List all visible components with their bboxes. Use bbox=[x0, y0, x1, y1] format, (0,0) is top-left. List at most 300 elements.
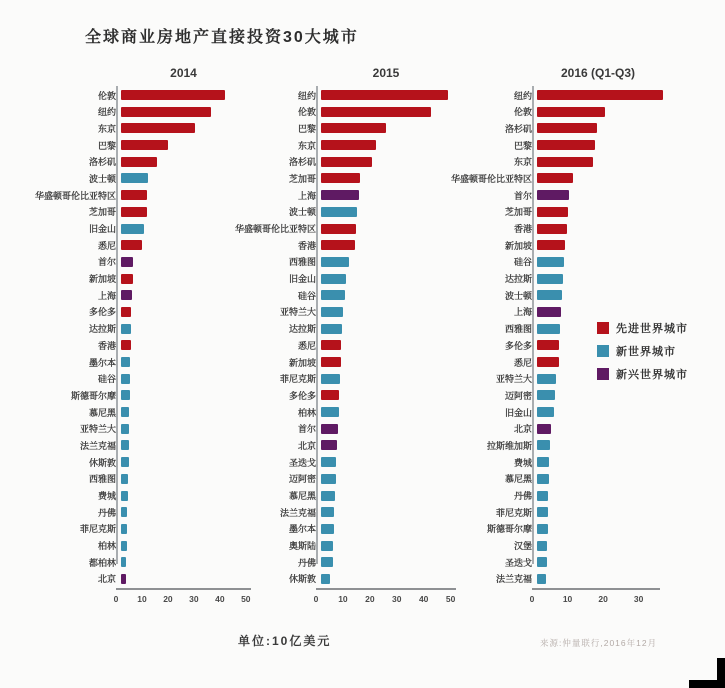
bar-label: 上海 bbox=[97, 290, 116, 301]
bar-label: 巴黎 bbox=[97, 140, 116, 151]
bar-row bbox=[424, 455, 660, 469]
legend-label-advanced: 先进世界城市 bbox=[616, 323, 688, 335]
bar bbox=[537, 173, 573, 183]
bar bbox=[121, 374, 130, 384]
x-axis-ticks bbox=[313, 590, 456, 606]
bar-row bbox=[208, 238, 456, 252]
bar-track bbox=[537, 207, 660, 217]
bar-row bbox=[208, 338, 456, 352]
bar-label: 首尔 bbox=[97, 257, 116, 268]
bar bbox=[121, 440, 129, 450]
bar-label: 柏林 bbox=[97, 541, 116, 552]
chart-2016-title: 2016 (Q1-Q3) bbox=[560, 66, 636, 80]
bar-label: 法兰克福 bbox=[495, 574, 532, 585]
x-tick-label: 20 bbox=[365, 594, 375, 604]
corner-crop-mark bbox=[717, 658, 725, 688]
bar-label: 菲尼克斯 bbox=[495, 507, 532, 518]
x-tick-label: 40 bbox=[418, 594, 429, 604]
bar bbox=[321, 240, 355, 250]
bar bbox=[121, 173, 148, 183]
bar-row bbox=[208, 188, 456, 202]
bar bbox=[537, 457, 549, 467]
bar bbox=[121, 157, 157, 167]
bar bbox=[321, 507, 334, 517]
legend-swatch-advanced-icon bbox=[597, 322, 609, 334]
bar-label: 芝加哥 bbox=[288, 173, 316, 184]
bar-row bbox=[208, 438, 456, 452]
legend-label-emerging: 新兴世界城市 bbox=[616, 369, 688, 381]
bar bbox=[537, 307, 561, 317]
bar-label: 丹佛 bbox=[97, 507, 116, 518]
bar-row bbox=[424, 171, 660, 185]
bar-label: 悉尼 bbox=[297, 340, 316, 351]
bar bbox=[121, 491, 128, 501]
bar-label: 纽约 bbox=[97, 107, 116, 118]
legend-swatch-new-icon bbox=[597, 345, 609, 357]
x-tick-label: 40 bbox=[215, 594, 225, 604]
bar-label: 慕尼黑 bbox=[504, 474, 532, 485]
bar-row bbox=[208, 255, 456, 269]
x-tick-label: 50 bbox=[241, 594, 251, 604]
bar bbox=[121, 507, 127, 517]
bar bbox=[321, 307, 343, 317]
bar-row bbox=[424, 238, 660, 252]
bar-label: 柏林 bbox=[297, 407, 316, 418]
bar-label: 多伦多 bbox=[288, 390, 316, 401]
bar-row bbox=[424, 555, 660, 569]
bar bbox=[121, 557, 126, 567]
bar bbox=[121, 290, 132, 300]
bar-track bbox=[537, 440, 660, 450]
bar-label: 芝加哥 bbox=[88, 207, 116, 218]
bar bbox=[537, 340, 559, 350]
bar bbox=[121, 407, 129, 417]
bar-label: 新加坡 bbox=[504, 240, 532, 251]
bar bbox=[321, 224, 356, 234]
bar-row bbox=[208, 155, 456, 169]
bar bbox=[537, 507, 548, 517]
bar-label: 伦敦 bbox=[513, 107, 532, 118]
x-axis-ticks bbox=[113, 590, 251, 606]
bar-row bbox=[208, 405, 456, 419]
bar-label: 首尔 bbox=[513, 190, 532, 201]
bar bbox=[537, 224, 567, 234]
bar-label: 墨尔本 bbox=[288, 524, 316, 535]
bar-label: 菲尼克斯 bbox=[79, 524, 116, 535]
bar-row bbox=[424, 472, 660, 486]
bar bbox=[537, 374, 556, 384]
bar-track bbox=[537, 274, 660, 284]
x-tick-label: 10 bbox=[562, 594, 573, 604]
bar bbox=[321, 557, 333, 567]
bar-label: 巴黎 bbox=[513, 140, 532, 151]
bar-row bbox=[208, 505, 456, 519]
bar bbox=[321, 541, 333, 551]
bar-row bbox=[208, 472, 456, 486]
bar-label: 西雅图 bbox=[288, 257, 316, 268]
bar bbox=[537, 440, 550, 450]
bar-track bbox=[537, 507, 660, 517]
bar-row bbox=[208, 422, 456, 436]
x-tick-label: 10 bbox=[137, 594, 147, 604]
bar bbox=[537, 107, 605, 117]
bar-label: 华盛顿哥伦比亚特区 bbox=[34, 190, 116, 201]
bar-label: 新加坡 bbox=[288, 357, 316, 368]
unit-note: 单位:10亿美元 bbox=[238, 634, 332, 648]
bar-label: 斯德哥尔摩 bbox=[70, 390, 116, 401]
bar-label: 新加坡 bbox=[88, 274, 116, 285]
bar bbox=[537, 524, 548, 534]
bar-label: 拉斯维加斯 bbox=[486, 440, 532, 451]
bar-label: 上海 bbox=[297, 190, 316, 201]
chart-2015 bbox=[208, 66, 456, 604]
bar bbox=[321, 190, 359, 200]
bar-track bbox=[537, 224, 660, 234]
bar bbox=[537, 324, 560, 334]
bar-label: 香港 bbox=[297, 240, 316, 251]
bar-label: 洛杉矶 bbox=[88, 157, 116, 168]
bar-label: 东京 bbox=[97, 123, 116, 134]
bar bbox=[537, 190, 569, 200]
bar-row bbox=[424, 138, 660, 152]
bar-row bbox=[424, 505, 660, 519]
chart-2015-plot bbox=[208, 86, 456, 604]
bar-label: 都柏林 bbox=[88, 557, 116, 568]
bar bbox=[121, 257, 133, 267]
bar-track bbox=[537, 157, 660, 167]
bar bbox=[321, 574, 330, 584]
bar-label: 法兰克福 bbox=[279, 507, 316, 518]
bar bbox=[121, 357, 130, 367]
bar bbox=[321, 357, 341, 367]
bar-label: 丹佛 bbox=[297, 557, 316, 568]
bar-label: 波士顿 bbox=[88, 173, 116, 184]
bar-row bbox=[424, 88, 660, 102]
bar bbox=[121, 324, 131, 334]
bar-track bbox=[537, 173, 660, 183]
bar bbox=[321, 457, 336, 467]
bar-row bbox=[424, 522, 660, 536]
bar-row bbox=[208, 322, 456, 336]
bar-row bbox=[208, 121, 456, 135]
bar-row bbox=[424, 305, 660, 319]
bar bbox=[321, 340, 341, 350]
bar-track bbox=[537, 474, 660, 484]
bar-label: 菲尼克斯 bbox=[279, 374, 316, 385]
bar-label: 达拉斯 bbox=[88, 324, 116, 335]
legend-item-advanced bbox=[597, 320, 688, 336]
bar bbox=[321, 324, 342, 334]
bar bbox=[537, 157, 593, 167]
bar-label: 巴黎 bbox=[297, 123, 316, 134]
x-tick-label: 0 bbox=[113, 594, 119, 604]
bar-label: 墨尔本 bbox=[88, 357, 116, 368]
bar bbox=[321, 123, 386, 133]
bar bbox=[537, 257, 564, 267]
bar-label: 华盛顿哥伦比亚特区 bbox=[234, 224, 316, 234]
bar-track bbox=[537, 240, 660, 250]
y-axis-line bbox=[316, 86, 318, 564]
bar-track bbox=[537, 257, 660, 267]
bar-label: 法兰克福 bbox=[79, 440, 116, 451]
bar-label: 西雅图 bbox=[504, 324, 532, 335]
bar bbox=[121, 307, 131, 317]
bar-row bbox=[424, 255, 660, 269]
x-tick-label: 20 bbox=[598, 594, 608, 604]
x-tick-label: 30 bbox=[633, 594, 644, 604]
bar-row bbox=[208, 355, 456, 369]
bar bbox=[121, 240, 142, 250]
bar-label: 悉尼 bbox=[513, 357, 532, 368]
bar-label: 达拉斯 bbox=[504, 274, 532, 285]
bar bbox=[121, 474, 128, 484]
bar bbox=[121, 524, 127, 534]
legend-label-new: 新世界城市 bbox=[616, 346, 676, 358]
bar-row bbox=[424, 539, 660, 553]
bar bbox=[121, 541, 127, 551]
bar bbox=[321, 491, 335, 501]
bar-row bbox=[208, 222, 456, 236]
bar bbox=[321, 390, 339, 400]
bar bbox=[321, 107, 431, 117]
bar bbox=[121, 224, 144, 234]
bar bbox=[537, 90, 663, 100]
bar-track bbox=[537, 390, 660, 400]
bar-label: 伦敦 bbox=[97, 90, 116, 101]
x-tick-label: 0 bbox=[529, 594, 535, 604]
bar-label: 迈阿密 bbox=[288, 474, 316, 485]
bar-track bbox=[537, 290, 660, 300]
bar-label: 香港 bbox=[97, 340, 116, 351]
bar bbox=[537, 140, 595, 150]
bar-row bbox=[424, 489, 660, 503]
x-tick-label: 30 bbox=[392, 594, 402, 604]
bar-label: 旧金山 bbox=[504, 407, 532, 418]
bar-row bbox=[424, 188, 660, 202]
legend-item-emerging bbox=[597, 366, 688, 382]
bar-track bbox=[537, 491, 660, 501]
bar-label: 费城 bbox=[513, 457, 532, 468]
x-tick-label: 10 bbox=[338, 594, 348, 604]
bar-row bbox=[208, 489, 456, 503]
bar bbox=[537, 240, 565, 250]
bar-label: 北京 bbox=[97, 574, 116, 585]
bar-row bbox=[208, 138, 456, 152]
bar-label: 东京 bbox=[513, 157, 532, 168]
bar bbox=[537, 407, 554, 417]
y-axis-line bbox=[532, 86, 534, 564]
bar-row bbox=[424, 155, 660, 169]
bar-label: 上海 bbox=[513, 307, 532, 318]
bar-label: 洛杉矶 bbox=[504, 123, 532, 134]
bar bbox=[121, 457, 129, 467]
bar-row bbox=[208, 572, 456, 586]
bar-track bbox=[537, 574, 660, 584]
bar bbox=[537, 390, 555, 400]
bar bbox=[537, 357, 559, 367]
bar-label: 旧金山 bbox=[288, 274, 316, 285]
bar-track bbox=[537, 307, 660, 317]
bar-row bbox=[424, 205, 660, 219]
bar-label: 休斯敦 bbox=[288, 574, 316, 585]
legend-swatch-emerging-icon bbox=[597, 368, 609, 380]
bar bbox=[321, 140, 376, 150]
bar bbox=[537, 474, 549, 484]
bar bbox=[537, 541, 547, 551]
bar bbox=[121, 123, 195, 133]
bar-label: 慕尼黑 bbox=[288, 491, 316, 501]
bar-track bbox=[537, 457, 660, 467]
bar-label: 费城 bbox=[97, 491, 116, 501]
bar bbox=[121, 424, 129, 434]
bar-track bbox=[537, 407, 660, 417]
bar bbox=[321, 424, 338, 434]
bar bbox=[321, 290, 345, 300]
bar-label: 丹佛 bbox=[513, 491, 532, 501]
bar bbox=[121, 140, 168, 150]
bar-label: 奥斯陆 bbox=[288, 541, 316, 552]
bar bbox=[537, 207, 568, 217]
bar bbox=[321, 274, 346, 284]
bar-row bbox=[424, 388, 660, 402]
bar-label: 斯德哥尔摩 bbox=[486, 524, 532, 535]
bar-label: 亚特兰大 bbox=[79, 424, 116, 435]
bar bbox=[121, 274, 133, 284]
bar bbox=[121, 207, 147, 217]
bar bbox=[537, 491, 548, 501]
bar-label: 芝加哥 bbox=[504, 207, 532, 218]
bar-label: 北京 bbox=[297, 440, 316, 451]
bar-label: 旧金山 bbox=[88, 224, 116, 234]
bar-row bbox=[424, 288, 660, 302]
bar bbox=[537, 574, 546, 584]
bar bbox=[321, 524, 334, 534]
bar-row bbox=[208, 522, 456, 536]
bar-row bbox=[424, 105, 660, 119]
bar-track bbox=[537, 107, 660, 117]
bar-row bbox=[424, 438, 660, 452]
bar-label: 波士顿 bbox=[288, 207, 316, 218]
bar-track bbox=[537, 524, 660, 534]
bar-row bbox=[424, 222, 660, 236]
bar-label: 硅谷 bbox=[513, 257, 532, 268]
bar-label: 纽约 bbox=[297, 90, 316, 101]
bar-row bbox=[208, 555, 456, 569]
legend bbox=[597, 320, 688, 389]
bar-row bbox=[424, 272, 660, 286]
bar bbox=[321, 474, 336, 484]
bar-label: 香港 bbox=[513, 224, 532, 234]
x-axis-ticks bbox=[529, 590, 660, 606]
bar-row bbox=[424, 422, 660, 436]
bar bbox=[537, 274, 563, 284]
legend-item-new bbox=[597, 343, 688, 359]
bar bbox=[537, 557, 547, 567]
bar-label: 亚特兰大 bbox=[495, 374, 532, 385]
bar-label: 汉堡 bbox=[513, 541, 532, 552]
bar-label: 华盛顿哥伦比亚特区 bbox=[450, 173, 532, 184]
bar-track bbox=[537, 140, 660, 150]
bar-label: 东京 bbox=[297, 140, 316, 151]
chart-2014-title: 2014 bbox=[170, 66, 197, 80]
bar bbox=[321, 173, 360, 183]
bar-label: 纽约 bbox=[513, 90, 532, 101]
bar-label: 休斯敦 bbox=[88, 457, 116, 468]
bar-label: 圣迭戈 bbox=[288, 457, 316, 468]
bar-row bbox=[208, 88, 456, 102]
bar-label: 波士顿 bbox=[504, 290, 532, 301]
bar bbox=[537, 424, 551, 434]
bar bbox=[321, 407, 339, 417]
bar-track bbox=[537, 424, 660, 434]
bar-label: 亚特兰大 bbox=[279, 307, 316, 318]
bar bbox=[121, 190, 147, 200]
bar-row bbox=[424, 572, 660, 586]
bar-track bbox=[537, 190, 660, 200]
bar-label: 迈阿密 bbox=[504, 390, 532, 401]
bar-row bbox=[208, 388, 456, 402]
x-tick-label: 50 bbox=[445, 594, 456, 604]
bar-row bbox=[208, 372, 456, 386]
bar-row bbox=[208, 539, 456, 553]
bar-row bbox=[208, 205, 456, 219]
bar-label: 多伦多 bbox=[504, 340, 532, 351]
bar-track bbox=[537, 123, 660, 133]
bar bbox=[121, 340, 131, 350]
chart-2015-title: 2015 bbox=[372, 66, 400, 80]
bar bbox=[537, 290, 562, 300]
bar-label: 西雅图 bbox=[88, 474, 116, 485]
bar-label: 慕尼黑 bbox=[88, 407, 116, 418]
x-tick-label: 20 bbox=[163, 594, 173, 604]
bar-label: 多伦多 bbox=[88, 307, 116, 318]
bar bbox=[121, 574, 126, 584]
bar-row bbox=[208, 171, 456, 185]
bar-label: 达拉斯 bbox=[288, 324, 316, 335]
bar bbox=[321, 207, 357, 217]
bar bbox=[321, 157, 372, 167]
bar-label: 首尔 bbox=[297, 424, 316, 435]
bar-row bbox=[424, 405, 660, 419]
bar-label: 北京 bbox=[513, 424, 532, 435]
bar-row bbox=[208, 305, 456, 319]
bar-rows bbox=[208, 86, 456, 586]
bar-row bbox=[208, 288, 456, 302]
bar-row bbox=[424, 121, 660, 135]
x-tick-label: 30 bbox=[189, 594, 199, 604]
bar-row bbox=[208, 105, 456, 119]
bar-row bbox=[208, 455, 456, 469]
bar-track bbox=[537, 90, 660, 100]
bar bbox=[121, 107, 211, 117]
bar-label: 伦敦 bbox=[297, 107, 316, 118]
bar-row bbox=[208, 272, 456, 286]
bar-label: 悉尼 bbox=[97, 240, 116, 251]
bar bbox=[321, 440, 337, 450]
y-axis-line bbox=[116, 86, 118, 564]
bar-label: 硅谷 bbox=[97, 374, 116, 385]
x-tick-label: 0 bbox=[313, 594, 319, 604]
bar bbox=[321, 374, 340, 384]
bar-track bbox=[537, 557, 660, 567]
bar bbox=[121, 390, 130, 400]
page-title: 全球商业房地产直接投资30大城市 bbox=[85, 29, 359, 46]
bar bbox=[537, 123, 597, 133]
bar-label: 硅谷 bbox=[297, 290, 316, 301]
bar bbox=[321, 257, 349, 267]
bar-label: 洛杉矶 bbox=[288, 157, 316, 168]
bar-label: 圣迭戈 bbox=[504, 557, 532, 568]
